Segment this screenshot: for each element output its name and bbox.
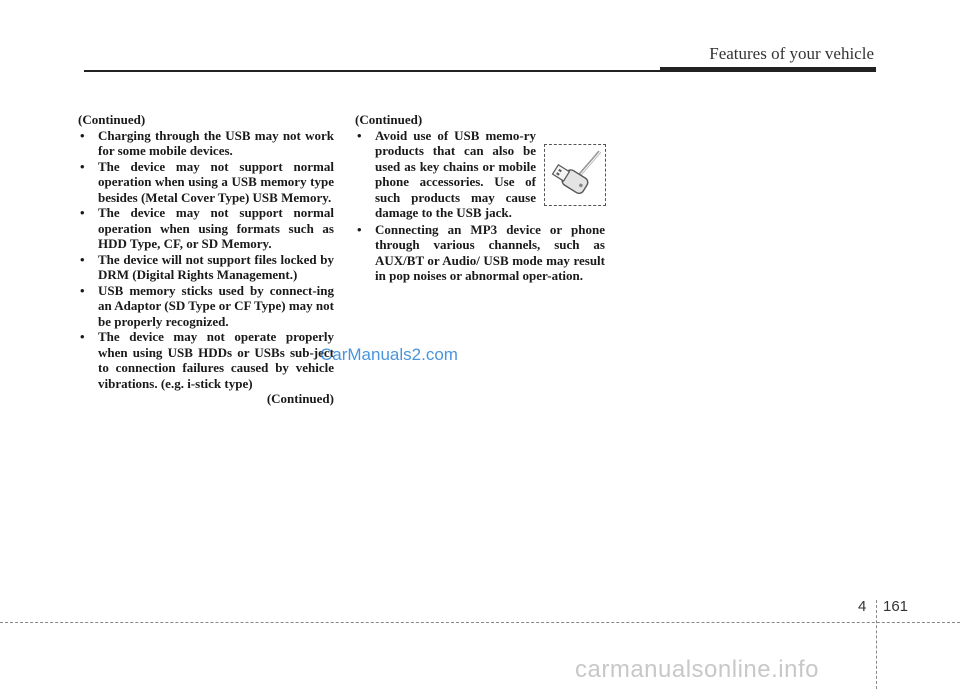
chapter-number: 4	[858, 598, 867, 615]
bullet-list	[355, 128, 605, 284]
left-column	[78, 112, 334, 407]
usb-stick-keychain-icon	[544, 144, 606, 206]
bullet-list	[78, 128, 334, 392]
list-item: • The device may not support normal operation when using a USB memory type besides (Metal Cover Type) USB Memory.	[78, 159, 334, 206]
list-item: • The device will not support files locked by DRM (Digital Rights Management.)	[78, 252, 334, 283]
right-column	[355, 112, 605, 284]
watermark-link[interactable]: CarManuals2.com	[320, 345, 458, 364]
footer-divider	[876, 600, 877, 689]
header-rule-accent	[660, 67, 876, 72]
list-item: • The device may not support normal operation when using formats such as HDD Type, CF, or SD Memory.	[78, 205, 334, 252]
list-item: • Connecting an MP3 device or phone through various channels, such as AUX/BT or Audio/ USB mode may result in pop noises or abnormal oper-ation.	[355, 222, 605, 284]
site-watermark: carmanualsonline.info	[575, 656, 819, 683]
page-number: 161	[883, 598, 909, 615]
list-item-text: Avoid use of USB memo-ry products that can also be used as key chains or mobile phone accessories. Use of such products may cause damage to the USB jack.	[375, 127, 536, 220]
list-item: • USB memory sticks used by connect-ing an Adaptor (SD Type or CF Type) may not be properly recognized.	[78, 283, 334, 330]
footer-rule	[0, 622, 960, 623]
section-title: Features of your vehicle	[709, 44, 874, 63]
continued-label: (Continued)	[355, 112, 423, 127]
continued-label: (Continued)	[266, 391, 334, 406]
list-item	[355, 128, 605, 222]
list-item: • The device may not operate properly when using USB HDDs or USBs sub-ject to connection failures caused by vehicle vibrations. (e.g. i-stick type)	[78, 329, 334, 391]
continued-label: (Continued)	[78, 112, 146, 127]
list-item: • Charging through the USB may not work for some mobile devices.	[78, 128, 334, 159]
